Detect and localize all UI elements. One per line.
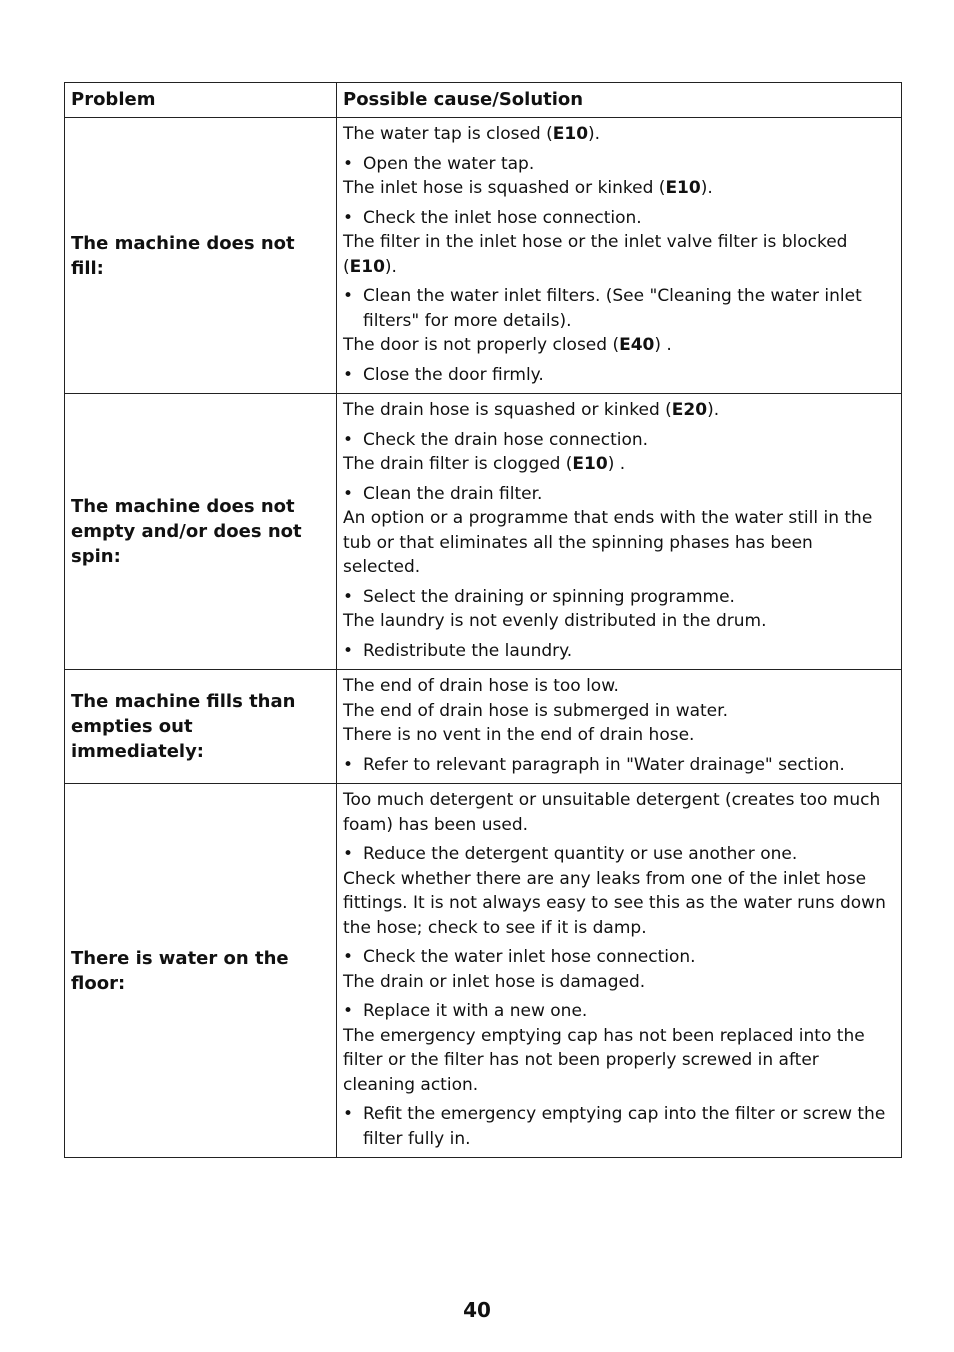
- bullet-icon: •: [343, 1104, 354, 1124]
- header-solution: Possible cause/Solution: [337, 83, 902, 118]
- solution-item: [343, 753, 895, 778]
- error-code: E20: [671, 400, 708, 420]
- solution-text: Reduce the detergent quantity or use another one.: [363, 844, 798, 864]
- cause-suffix: ) .: [654, 335, 672, 355]
- cause-description: The drain or inlet hose is damaged.: [343, 971, 646, 992]
- solution-text: Open the water tap.: [363, 153, 535, 174]
- cause-text: [343, 333, 895, 358]
- error-code: E10: [665, 178, 701, 198]
- cause-description: There is no vent in the end of drain hose.: [343, 725, 695, 745]
- header-problem: Problem: [65, 83, 337, 118]
- cause-suffix: ).: [707, 400, 720, 420]
- cause-description: The drain filter is clogged (: [343, 454, 573, 474]
- cause-text: [343, 506, 895, 580]
- solution-text: Replace it with a new one.: [363, 1001, 588, 1021]
- bullet-icon: •: [343, 207, 354, 228]
- problem-cell: There is water on the floor:: [65, 784, 337, 1158]
- cause-text: [343, 723, 895, 748]
- bullet-icon: •: [343, 844, 354, 864]
- solution-item: [343, 284, 895, 333]
- solution-item: [343, 999, 895, 1024]
- error-code: E10: [552, 124, 589, 144]
- solution-text: Refit the emergency emptying cap into the filter or screw the filter fully in.: [363, 1104, 886, 1149]
- solution-text: Check the drain hose connection.: [363, 429, 649, 450]
- solution-cell: [337, 670, 902, 784]
- cause-text: [343, 122, 895, 147]
- cause-text: [343, 176, 895, 201]
- cause-description: The drain hose is squashed or kinked (: [343, 400, 672, 420]
- cause-description: The laundry is not evenly distributed in the drum.: [343, 611, 767, 631]
- cause-suffix: ).: [700, 178, 713, 198]
- bullet-icon: •: [343, 640, 354, 661]
- cause-text: [343, 788, 895, 837]
- error-code: E10: [572, 454, 608, 474]
- cause-suffix: ).: [384, 256, 397, 277]
- table-body: [65, 83, 902, 1158]
- table-row: [65, 394, 902, 670]
- solution-item: [343, 428, 895, 453]
- bullet-icon: •: [343, 754, 354, 775]
- solution-item: [343, 585, 895, 610]
- problem-cell: The machine does not fill:: [65, 118, 337, 394]
- cause-text: [343, 867, 895, 941]
- cause-text: [343, 699, 895, 724]
- error-code: E40: [619, 335, 655, 355]
- solution-text: Select the draining or spinning programme.: [363, 586, 735, 607]
- solution-item: [343, 363, 895, 388]
- cause-text: [343, 452, 895, 477]
- solution-item: [343, 152, 895, 177]
- cause-text: [343, 609, 895, 634]
- solution-text: Refer to relevant paragraph in "Water drainage" section.: [363, 754, 845, 775]
- solution-text: Clean the drain filter.: [363, 483, 543, 504]
- solution-item: [343, 206, 895, 231]
- solution-item: [343, 1102, 895, 1151]
- cause-description: The water tap is closed (: [343, 124, 553, 144]
- solution-cell: [337, 394, 902, 670]
- cause-suffix: ) .: [607, 454, 626, 474]
- bullet-icon: •: [343, 286, 354, 306]
- bullet-icon: •: [343, 586, 354, 607]
- problem-cell: The machine fills than empties out immediately:: [65, 670, 337, 784]
- bullet-icon: •: [343, 483, 354, 504]
- cause-text: [343, 970, 895, 995]
- bullet-icon: •: [343, 1001, 354, 1021]
- cause-text: [343, 398, 895, 423]
- cause-description: The filter in the inlet hose or the inlet valve filter is blocked (: [343, 232, 848, 277]
- problem-cell: The machine does not empty and/or does not spin:: [65, 394, 337, 670]
- bullet-icon: •: [343, 947, 354, 967]
- cause-description: The door is not properly closed (: [343, 335, 620, 355]
- bullet-icon: •: [343, 429, 354, 450]
- solution-text: Check the inlet hose connection.: [363, 207, 642, 228]
- solution-item: [343, 482, 895, 507]
- solution-cell: [337, 784, 902, 1158]
- table-row: [65, 670, 902, 784]
- cause-description: The end of drain hose is too low.: [343, 676, 619, 696]
- cause-description: The emergency emptying cap has not been replaced into the filter or the filter has not been properly screwed in after cleaning action.: [343, 1025, 865, 1095]
- cause-description: Check whether there are any leaks from one of the inlet hose fittings. It is not always easy to see this as the water runs down the hose; check to see if it is damp.: [343, 868, 886, 938]
- bullet-icon: •: [343, 364, 354, 385]
- solution-item: [343, 842, 895, 867]
- cause-text: [343, 1024, 895, 1098]
- cause-text: [343, 674, 895, 699]
- solution-text: Redistribute the laundry.: [363, 640, 573, 661]
- table-row: [65, 118, 902, 394]
- cause-description: An option or a programme that ends with the water still in the tub or that eliminates all the spinning phases has been selected.: [343, 508, 873, 577]
- solution-item: [343, 945, 895, 970]
- cause-suffix: ).: [588, 124, 601, 144]
- page-number: 40: [463, 1298, 491, 1322]
- cause-text: [343, 230, 895, 279]
- solution-item: [343, 639, 895, 664]
- troubleshooting-table: [64, 82, 902, 1158]
- table-row: [65, 784, 902, 1158]
- cause-description: The end of drain hose is submerged in water.: [343, 700, 728, 721]
- cause-description: Too much detergent or unsuitable detergent (creates too much foam) has been used.: [343, 790, 881, 835]
- solution-text: Check the water inlet hose connection.: [363, 947, 696, 967]
- table-header-row: [65, 83, 902, 118]
- solution-cell: [337, 118, 902, 394]
- cause-description: The inlet hose is squashed or kinked (: [343, 178, 666, 198]
- solution-text: Close the door firmly.: [363, 364, 544, 385]
- bullet-icon: •: [343, 153, 354, 174]
- solution-text: Clean the water inlet filters. (See "Cleaning the water inlet filters" for more details).: [363, 286, 862, 331]
- error-code: E10: [349, 256, 385, 277]
